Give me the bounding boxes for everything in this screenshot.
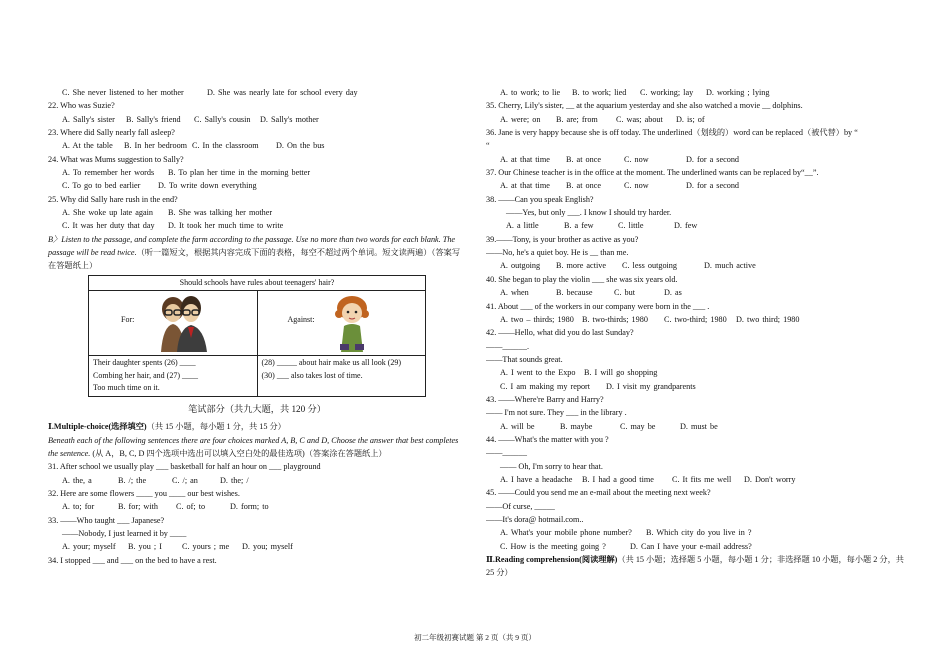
option-a[interactable]: A. when <box>500 288 529 298</box>
for-line-3: Too much time on it. <box>93 383 160 393</box>
option-c[interactable]: C. yours ; me <box>182 542 230 552</box>
option-c[interactable]: C. now <box>624 181 649 191</box>
q34-options <box>486 86 906 99</box>
option-c[interactable]: C. I am making my report <box>500 381 591 391</box>
option-c[interactable]: C. now <box>624 154 649 164</box>
option-d[interactable]: D. form; to <box>230 502 269 512</box>
q32-options <box>48 500 466 513</box>
for-text-cell <box>89 356 258 397</box>
q33-options <box>48 540 466 553</box>
question-33-reply: ——Nobody, I just learned it by ____ <box>62 528 187 538</box>
option-b[interactable]: B. for; with <box>118 502 158 512</box>
section-1-instructions <box>48 434 466 461</box>
option-c[interactable]: C. It fits me well <box>672 474 732 484</box>
question-45-reply: ——Of curse, _____ <box>486 501 555 511</box>
q40-options <box>486 286 906 299</box>
option-b[interactable]: B. To plan her time in the morning better <box>168 168 311 178</box>
option-c[interactable]: C. may be <box>620 421 656 431</box>
option-c[interactable]: C. two-third; 1980 <box>664 314 727 324</box>
part-b-instructions-cn: （听一篇短文，根据其内容完成下面的表格，每空不超过两个单词。短文读两遍）（答案写在答题纸上） <box>48 248 461 271</box>
option-d[interactable]: D. It took her much time to write <box>168 221 284 231</box>
question-38: 38. ——Can you speak English? <box>486 194 594 204</box>
option-d[interactable]: D. working ; lying <box>706 88 770 97</box>
option-a[interactable]: A. outgoing <box>500 261 541 271</box>
option-a[interactable]: A. will be <box>500 421 535 431</box>
option-b[interactable]: B. Which city do you live in ? <box>646 528 752 538</box>
option-c[interactable]: C. was; about <box>616 114 663 124</box>
option-b[interactable]: B. maybe <box>560 421 593 431</box>
q35-options <box>486 113 906 126</box>
page-footer: 初二年级初赛试题 第 2 页（共 9 页） <box>414 633 536 642</box>
q43-options <box>486 420 906 433</box>
section-2-heading <box>486 553 906 580</box>
option-b[interactable]: B. /; the <box>118 475 147 485</box>
section-1-title: Ⅰ.Multiple-choice(选择填空) <box>48 422 147 432</box>
option-d[interactable]: D. for a second <box>686 154 740 164</box>
option-a[interactable]: A. to work; to lie <box>500 88 561 97</box>
option-d[interactable]: D. is; of <box>676 114 705 124</box>
option-b[interactable]: B. a few <box>564 221 594 231</box>
option-c[interactable]: C. of; to <box>176 502 206 512</box>
parents-illustration <box>151 294 211 352</box>
against-label: Against: <box>287 315 315 325</box>
question-39-reply: ——No, he's a quiet boy. He is __ than me. <box>486 248 629 258</box>
question-39: 39.——Tony, is your brother as active as you? <box>486 234 639 244</box>
option-c[interactable]: C. It was her duty that day <box>62 221 155 231</box>
section-2-title: Ⅱ.Reading comprehension(阅读理解) <box>486 555 618 565</box>
option-b[interactable]: B. because <box>556 288 593 298</box>
q21-options <box>48 86 466 99</box>
option-b[interactable]: B. She was talking her mother <box>168 208 273 218</box>
blank-26-line: Their daughter spents (26) ____ <box>93 358 196 368</box>
option-d[interactable]: D. two third; 1980 <box>736 314 800 324</box>
option-c[interactable]: C. but <box>614 288 636 298</box>
question-44-response: —— Oh, I'm sorry to hear that. <box>500 461 603 471</box>
option-c[interactable]: C. less outgoing <box>622 261 677 271</box>
section-1-heading <box>48 420 466 433</box>
option-a[interactable]: A. two – thirds; 1980 <box>500 314 574 324</box>
option-b[interactable]: B. I will go shopping <box>584 368 658 378</box>
option-a[interactable]: A. at that time <box>500 181 550 191</box>
option-a[interactable]: A. What's your mobile phone number? <box>500 528 632 538</box>
q25-options-cd <box>48 219 466 232</box>
option-d[interactable]: D. must be <box>680 421 718 431</box>
q38-options <box>486 219 906 232</box>
option-c[interactable]: C. In the classroom <box>192 141 259 151</box>
question-23: 23. Where did Sally nearly fall asleep? <box>48 128 175 138</box>
option-d[interactable]: D. for a second <box>686 181 740 191</box>
q41-options <box>486 313 906 326</box>
option-a[interactable]: A. At the table <box>62 141 113 151</box>
question-24: 24. What was Mums suggestion to Sally? <box>48 154 184 164</box>
right-column <box>486 86 906 580</box>
q23-options <box>48 139 466 152</box>
for-cell <box>93 292 253 354</box>
option-c[interactable]: C. little <box>618 221 644 231</box>
option-a[interactable]: A. She woke up late again <box>62 208 153 218</box>
option-a[interactable]: A. the, a <box>62 475 92 485</box>
question-35: 35. Cherry, Lily's sister, __ at the aquarium yesterday and she also watched a movie __ dolphins. <box>486 101 803 111</box>
section-1-instructions-cn: (从 A，B, C, D 四个选项中选出可以填入空白处的最佳选项)（答案涂在答题纸上） <box>90 448 387 458</box>
question-36: 36. Jane is very happy because she is off today. The underlined（划线的）word can be replaced（被代替）by “ <box>486 128 858 138</box>
question-36-cont: “ <box>486 141 490 151</box>
q37-options <box>486 179 906 192</box>
option-a[interactable]: A. to; for <box>62 502 95 512</box>
question-42-reply: ——______. <box>486 341 529 351</box>
question-45: 45. ——Could you send me an e-mail about the meeting next week? <box>486 488 711 498</box>
part-b-instructions <box>48 233 466 273</box>
option-d[interactable]: D. much active <box>704 261 756 271</box>
question-40: 40. She began to play the violin ___ she was six years old. <box>486 274 678 284</box>
for-label: For: <box>121 315 135 325</box>
option-d[interactable]: D. I visit my grandparents <box>606 381 696 391</box>
option-a[interactable]: A. I have a headache <box>500 474 573 484</box>
question-31: 31. After school we usually play ___ basketball for half an hour on ___ playground <box>48 462 321 472</box>
question-44-reply: ——______ <box>486 448 527 458</box>
against-cell <box>262 292 422 354</box>
question-25: 25. Why did Sally hare rush in the end? <box>48 194 178 204</box>
q45-options-ab <box>486 526 906 539</box>
option-d[interactable]: D. Can I have your e-mail address? <box>630 541 752 551</box>
question-38-reply: ——Yes, but only ___. I know I should try harder. <box>506 208 672 218</box>
section-2-points: （共 15 小题；选择题 5 小题，每小题 1 分；非选择题 10 小题，每小题 2 分，共 25 分） <box>486 555 904 578</box>
q44-options <box>486 473 906 486</box>
option-b[interactable]: B. two-thirds; 1980 <box>582 314 648 324</box>
option-c[interactable]: C. Sally's cousin <box>194 114 251 124</box>
option-b[interactable]: B. at once <box>566 181 601 191</box>
hair-rules-table <box>88 275 426 397</box>
q24-options-ab <box>48 166 466 179</box>
question-37: 37. Our Chinese teacher is in the office at the moment. The underlined wants can be replaced by“__”. <box>486 168 819 178</box>
option-d[interactable]: D. To write down everything <box>158 181 257 191</box>
option-b[interactable]: B. you ; I <box>128 542 162 552</box>
table-title: Should schools have rules about teenagers' hair? <box>89 275 426 291</box>
option-c[interactable]: C. /; an <box>172 475 198 485</box>
option-d[interactable]: D. She was nearly late for school every day <box>207 88 358 97</box>
q39-options <box>486 259 906 272</box>
question-32: 32. Here are some flowers ____ you ____ our best wishes. <box>48 488 240 498</box>
option-d[interactable]: D. as <box>664 288 682 298</box>
option-a[interactable]: A. a little <box>506 221 539 231</box>
option-d[interactable]: D. you; myself <box>242 542 293 552</box>
option-c[interactable]: C. How is the meeting going ? <box>500 541 606 551</box>
teenager-illustration <box>330 294 374 352</box>
blank-27-line: Combing her hair, and (27) ____ <box>93 370 198 380</box>
option-a[interactable]: A. at that time <box>500 154 550 164</box>
option-b[interactable]: B. In her bedroom <box>124 141 188 151</box>
option-b[interactable]: B. to work; lied <box>572 88 627 97</box>
option-c[interactable]: C. She never listened to her mother <box>62 88 184 97</box>
option-b[interactable]: B. are; from <box>556 114 598 124</box>
option-b[interactable]: B. I had a good time <box>582 474 654 484</box>
q36-options <box>486 153 906 166</box>
option-a[interactable]: A. your; myself <box>62 542 116 552</box>
option-a[interactable]: A. were; on <box>500 114 541 124</box>
option-b[interactable]: B. at once <box>566 154 601 164</box>
question-34: 34. I stopped ___ and ___ on the bed to have a rest. <box>48 555 217 565</box>
q25-options-ab <box>48 206 466 219</box>
section-1-points: （共 15 小题，每小题 1 分，共 15 分） <box>146 422 286 432</box>
option-d[interactable]: D. Don't worry <box>744 474 796 484</box>
q42-options-ab <box>486 366 906 379</box>
question-43-reply: —— I'm not sure. They ___ in the library . <box>486 408 627 418</box>
option-c[interactable]: C. working; lay <box>640 88 694 97</box>
question-44: 44. ——What's the matter with you ? <box>486 434 609 444</box>
q31-options <box>48 474 466 487</box>
option-d[interactable]: D. few <box>674 221 698 231</box>
left-column <box>48 86 466 567</box>
part-b-instructions-en: B〉Listen to the passage, and complete the farm according to the passage. Use no more than two words for each blank. The passage will be read twice. <box>48 234 456 258</box>
against-text-cell <box>257 356 426 397</box>
option-a[interactable]: A. To remember her words <box>62 168 155 178</box>
option-c[interactable]: C. To go to bed earlier <box>62 181 141 191</box>
q22-options <box>48 113 466 126</box>
question-43: 43. ——Where're Barry and Harry? <box>486 394 604 404</box>
question-41: 41. About ___ of the workers in our company were born in the ___ . <box>486 301 710 311</box>
blank-28-29-line: (28) _____ about hair make us all look (29) <box>261 358 402 368</box>
q24-options-cd <box>48 179 466 192</box>
question-45-response: ——It's dora@ hotmail.com.. <box>486 515 584 524</box>
option-d[interactable]: D. On the bus <box>276 141 325 151</box>
option-a[interactable]: A. I went to the Expo <box>500 368 576 378</box>
question-42-response: ——That sounds great. <box>486 354 563 364</box>
q42-options-cd <box>486 380 906 393</box>
option-b[interactable]: B. Sally's friend <box>126 114 181 124</box>
question-42: 42. ——Hello, what did you do last Sunday? <box>486 328 634 338</box>
section-1-instructions-en: Beneath each of the following sentences there are four choices marked A, B, C and D, Choose the answer that best completes the sentence. <box>48 435 459 458</box>
q45-options-cd <box>486 540 906 553</box>
question-33: 33. ——Who taught ___ Japanese? <box>48 515 165 525</box>
blank-30-line: (30) ___ also takes lost of time. <box>261 370 363 380</box>
option-b[interactable]: B. more active <box>556 261 606 271</box>
question-22: 22. Who was Suzie? <box>48 101 115 111</box>
option-d[interactable]: D. the; / <box>220 475 249 485</box>
written-part-title: 笔试部分（共九大题，共 120 分） <box>188 403 326 414</box>
option-a[interactable]: A. Sally's sister <box>62 114 115 124</box>
option-d[interactable]: D. Sally's mother <box>260 114 319 124</box>
